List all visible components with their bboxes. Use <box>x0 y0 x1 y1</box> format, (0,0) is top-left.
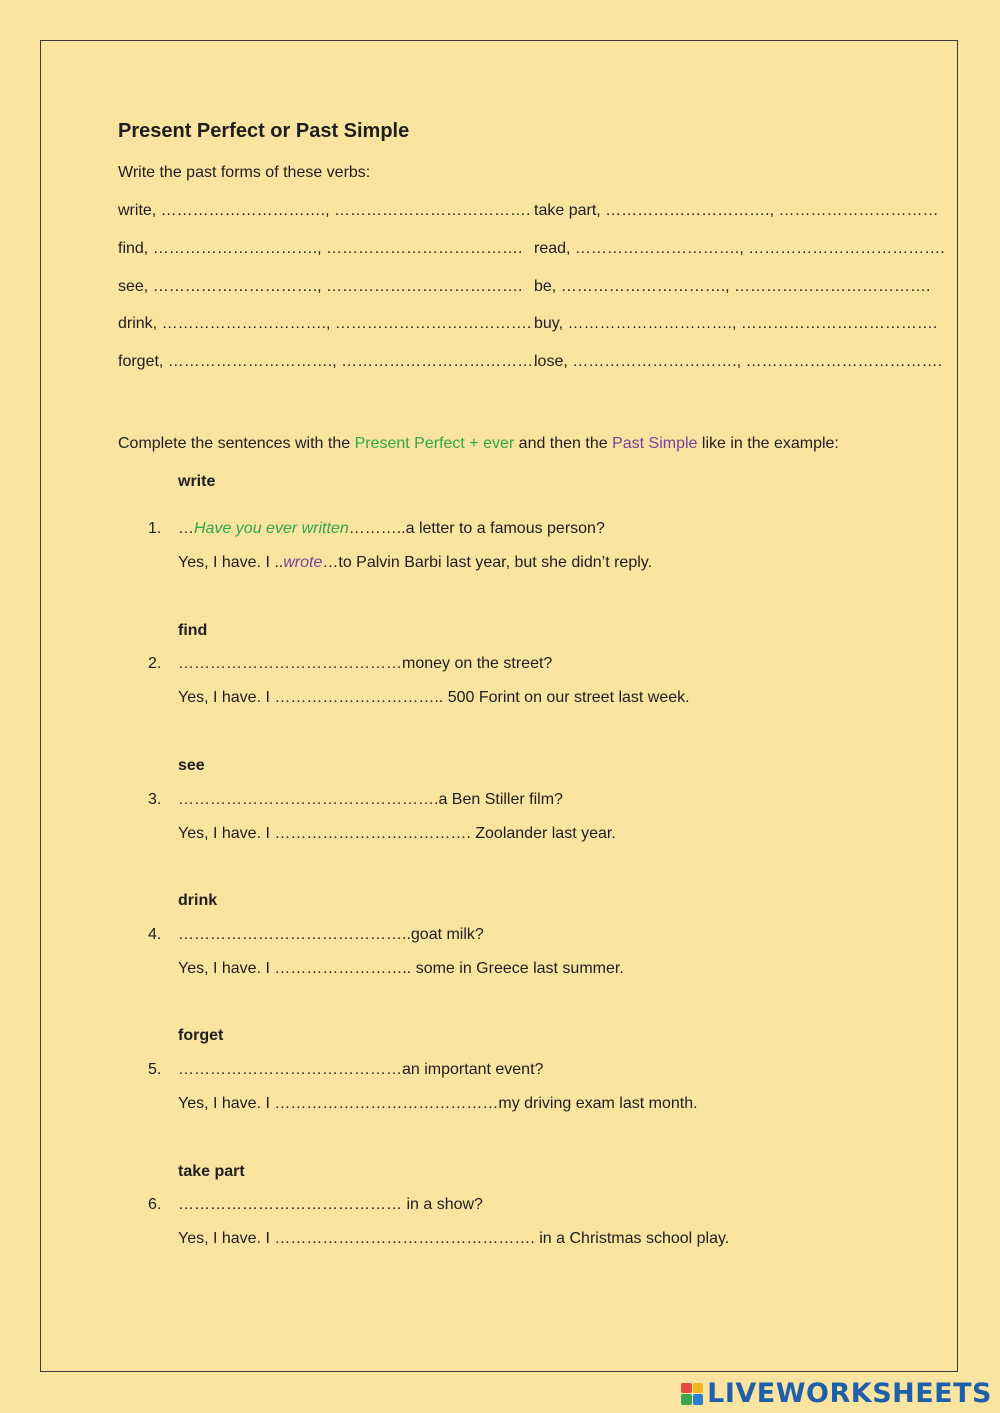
instruction-past-forms: Write the past forms of these verbs: <box>118 164 371 181</box>
exercise-question[interactable]: ………………………………………….a Ben Stiller film? <box>178 791 563 808</box>
exercise-answer[interactable]: Yes, I have. I ………………………….. 500 Forint on our street last week. <box>178 689 690 706</box>
logo-square <box>693 1394 704 1405</box>
exercise-answer[interactable]: Yes, I have. I …………………….. some in Greece last summer. <box>178 960 624 977</box>
exercise-answer[interactable]: Yes, I have. I ……………………………………my driving exam last month. <box>178 1095 698 1112</box>
verb-forms-row[interactable]: see, …………………………., ………………………………. <box>118 278 523 295</box>
logo-text: LIVEWORKSHEETS <box>707 1378 992 1409</box>
question-text: … <box>178 520 194 537</box>
liveworksheets-logo <box>681 1378 992 1409</box>
verb-forms-row[interactable]: find, …………………………., ………………………………. <box>118 240 523 257</box>
answer-text: Yes, I have. I .. <box>178 554 284 571</box>
logo-icon <box>681 1383 703 1405</box>
exercise-verb: drink <box>178 892 218 909</box>
instruction-text: like in the example: <box>697 435 839 452</box>
verb-forms-row[interactable]: take part, …………………………., ………………………… <box>534 202 939 219</box>
question-text: ………..a letter to a famous person? <box>348 520 605 537</box>
present-perfect-label: Present Perfect + ever <box>354 435 515 452</box>
verb-forms-row[interactable]: be, …………………………., ………………………………. <box>534 278 931 295</box>
verb-forms-row[interactable]: drink, …………………………., ………………………………. <box>118 315 532 332</box>
exercise-number: 2. <box>148 655 162 672</box>
instruction-text: and then the <box>514 435 613 452</box>
past-simple-label: Past Simple <box>612 435 698 452</box>
exercise-question[interactable]: ……………………………………money on the street? <box>178 655 553 672</box>
instruction-complete-sentences <box>118 435 839 453</box>
logo-square <box>693 1383 704 1394</box>
exercise-verb: take part <box>178 1163 245 1180</box>
exercise-number: 4. <box>148 926 162 943</box>
logo-square <box>681 1383 692 1394</box>
exercise-number: 6. <box>148 1196 162 1213</box>
verb-forms-row[interactable]: lose, …………………………., ………………………………. <box>534 353 943 370</box>
exercise-question[interactable]: ……………………………………..goat milk? <box>178 926 484 943</box>
verb-forms-row[interactable]: read, …………………………., ………………………………. <box>534 240 945 257</box>
exercise-answer <box>178 554 652 572</box>
instruction-text: Complete the sentences with the <box>118 435 355 452</box>
exercise-answer[interactable]: Yes, I have. I ………………………………. Zoolander last year. <box>178 825 616 842</box>
verb-forms-row[interactable]: forget, …………………………., ………………………………. <box>118 353 538 370</box>
exercise-number: 5. <box>148 1061 162 1078</box>
verb-forms-row[interactable]: buy, …………………………., ………………………………. <box>534 315 938 332</box>
exercise-verb: find <box>178 622 208 639</box>
exercise-question[interactable]: ……………………………………an important event? <box>178 1061 544 1078</box>
exercise-number: 3. <box>148 791 162 808</box>
exercise-number: 1. <box>148 520 162 537</box>
logo-square <box>681 1394 692 1405</box>
exercise-answer[interactable]: Yes, I have. I …………………………………………. in a Christmas school play. <box>178 1230 730 1247</box>
example-answer: wrote <box>283 554 323 571</box>
answer-text: …to Palvin Barbi last year, but she didn’t reply. <box>322 554 653 571</box>
verb-forms-row[interactable]: write, …………………………., ………………………………. <box>118 202 531 219</box>
exercise-question[interactable]: …………………………………… in a show? <box>178 1196 483 1213</box>
exercise-verb: write <box>178 473 216 490</box>
page-title: Present Perfect or Past Simple <box>118 120 410 142</box>
exercise-verb: see <box>178 757 205 774</box>
exercise-question <box>178 520 605 538</box>
exercise-verb: forget <box>178 1027 224 1044</box>
example-answer: Have you ever written <box>194 520 349 537</box>
